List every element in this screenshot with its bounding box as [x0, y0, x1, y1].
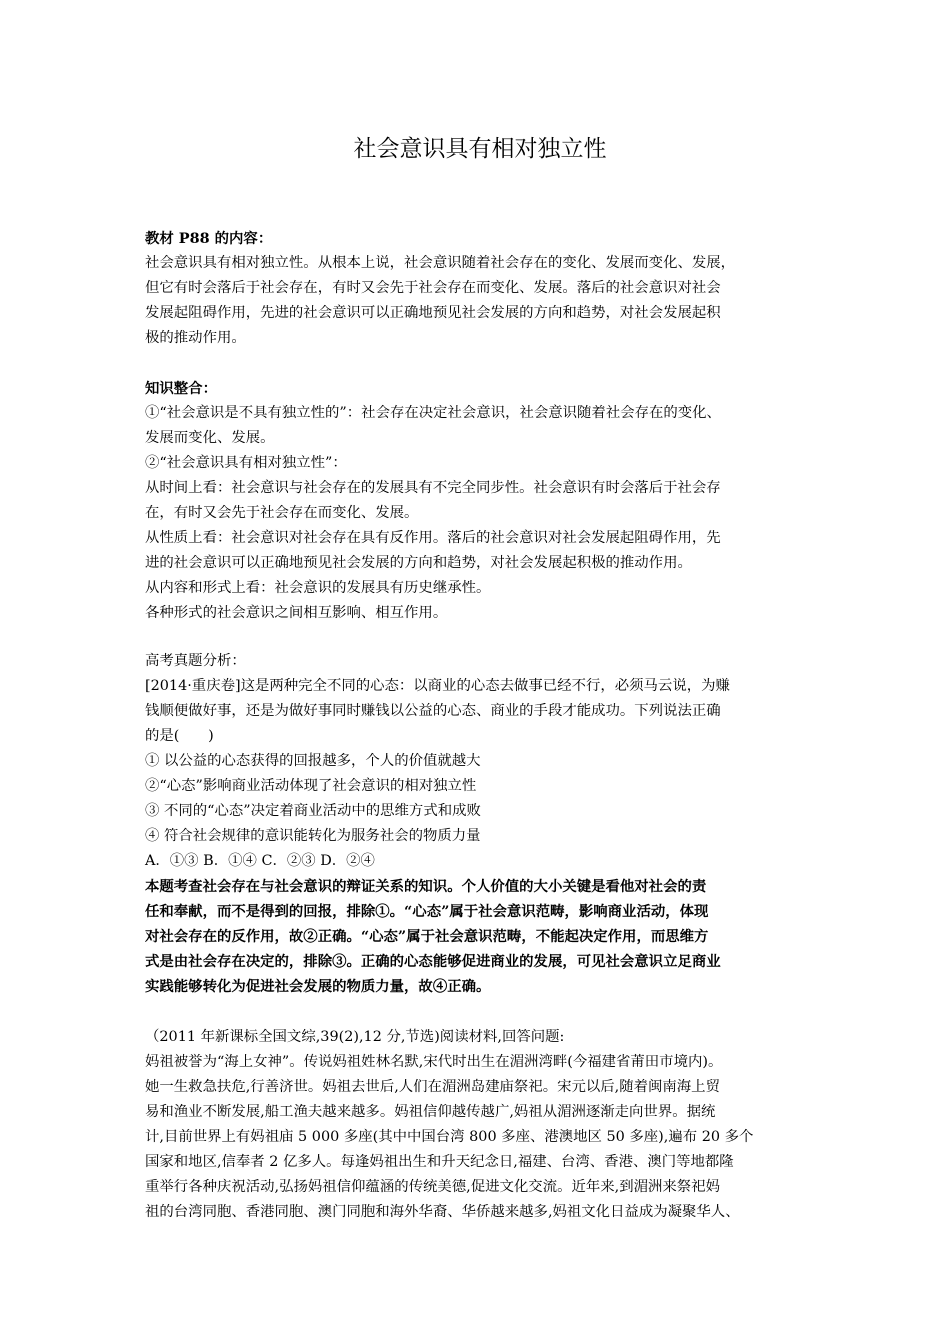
option-line: ④ 符合社会规律的意识能转化为服务社会的物质力量 [145, 828, 481, 844]
paragraph-line: 她一生救急扶危,行善济世。妈祖去世后,人们在湄洲岛建庙祭祀。宋元以后,随着闽南海上贸 [145, 1079, 720, 1095]
paragraph-line: 从时间上看：社会意识与社会存在的发展具有不完全同步性。社会意识有时会落后于社会存 [145, 480, 721, 496]
analysis-line: 实践能够转化为促进社会发展的物质力量，故④正确。 [145, 978, 491, 995]
integration-section [145, 376, 815, 626]
paragraph-line: 重举行各种庆祝活动,弘扬妈祖信仰蕴涵的传统美德,促进文化交流。近年来,到湄洲来祭祀妈 [145, 1179, 720, 1195]
paragraph-line: 极的推动作用。 [145, 330, 246, 346]
paragraph-line: 但它有时会落后于社会存在，有时又会先于社会存在而变化、发展。落后的社会意识对社会 [145, 280, 721, 296]
paragraph-line: ②“社会意识具有相对独立性”： [145, 455, 347, 471]
paragraph-line: 易和渔业不断发展,船工渔夫越来越多。妈祖信仰越传越广,妈祖从湄洲逐渐走向世界。据统 [145, 1104, 716, 1120]
section-heading: 高考真题分析： [145, 653, 246, 669]
question-line: 钱顺便做好事，还是为做好事同时赚钱以公益的心态、商业的手段才能成功。下列说法正确 [145, 703, 721, 719]
option-line: ① 以公益的心态获得的回报越多，个人的价值就越大 [145, 753, 481, 769]
paragraph-line: 社会意识具有相对独立性。从根本上说，社会意识随着社会存在的变化、发展而变化、发展， [145, 255, 736, 271]
paragraph-line: 从内容和形式上看：社会意识的发展具有历史继承性。 [145, 580, 491, 596]
paragraph-line: 祖的台湾同胞、香港同胞、澳门同胞和海外华裔、华侨越来越多,妈祖文化日益成为凝聚华人、 [145, 1204, 740, 1220]
section-heading: 教材 P88 的内容： [145, 230, 273, 247]
section-heading: 知识整合： [145, 380, 217, 397]
analysis-line: 任和奉献，而不是得到的回报，排除①。“心态”属于社会意识范畴，影响商业活动，体现 [145, 903, 709, 920]
question-line: 的是( ) [145, 728, 214, 744]
textbook-section [145, 226, 815, 351]
analysis-line: 本题考查社会存在与社会意识的辩证关系的知识。个人价值的大小关键是看他对社会的责 [145, 878, 707, 895]
paragraph-line: 进的社会意识可以正确地预见社会发展的方向和趋势，对社会发展起积极的推动作用。 [145, 555, 692, 571]
paragraph-line: 妈祖被誉为“海上女神”。传说妈祖姓林名默,宋代时出生在湄洲湾畔(今福建省莆田市境内)。 [145, 1054, 723, 1070]
paragraph-line: 发展而变化、发展。 [145, 430, 275, 446]
question-line: [2014·重庆卷]这是两种完全不同的心态：以商业的心态去做事已经不行，必须马云说，为赚 [145, 678, 730, 694]
question-2011-section [145, 1025, 815, 1225]
paragraph-line: 在，有时又会先于社会存在而变化、发展。 [145, 505, 419, 521]
option-line: ③ 不同的“心态”决定着商业活动中的思维方式和成败 [145, 803, 481, 819]
answer-choices: A．①③ B．①④ C．②③ D．②④ [145, 853, 375, 869]
paragraph-line: 从性质上看：社会意识对社会存在具有反作用。落后的社会意识对社会发展起阻碍作用，先 [145, 530, 721, 546]
page-title: 社会意识具有相对独立性 [353, 136, 607, 162]
paragraph-line: 各种形式的社会意识之间相互影响、相互作用。 [145, 605, 448, 621]
paragraph-line: ①“社会意识是不具有独立性的”：社会存在决定社会意识，社会意识随着社会存在的变化、 [145, 405, 721, 421]
paragraph-line: 计,目前世界上有妈祖庙 5 000 多座(其中中国台湾 800 多座、港澳地区 50 多座),遍布 20 多个 [145, 1129, 754, 1145]
exam-analysis-section [145, 649, 815, 999]
paragraph-line: 发展起阻碍作用，先进的社会意识可以正确地预见社会发展的方向和趋势，对社会发展起积 [145, 305, 721, 321]
paragraph-line: 国家和地区,信奉者 2 亿多人。每逢妈祖出生和升天纪念日,福建、台湾、香港、澳门等地都隆 [145, 1154, 734, 1170]
analysis-line: 式是由社会存在决定的，排除③。正确的心态能够促进商业的发展，可见社会意识立足商业 [145, 953, 721, 970]
analysis-line: 对社会存在的反作用，故②正确。“心态”属于社会意识范畴，不能起决定作用，而思维方 [145, 928, 709, 945]
section-heading: （2011 年新课标全国文综,39(2),12 分,节选)阅读材料,回答问题: [145, 1029, 565, 1045]
option-line: ②“心态”影响商业活动体现了社会意识的相对独立性 [145, 778, 477, 794]
